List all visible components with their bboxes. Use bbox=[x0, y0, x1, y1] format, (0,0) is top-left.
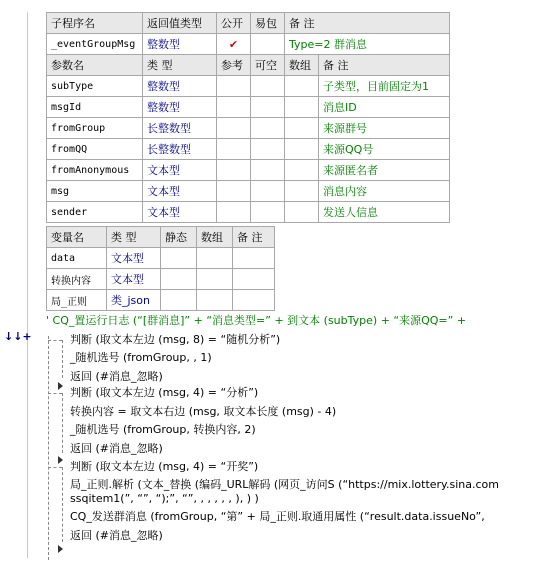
header-cell: 返回值类型 bbox=[143, 13, 217, 34]
block-guide bbox=[48, 340, 62, 341]
easy-package-cell[interactable] bbox=[251, 34, 285, 55]
subroutine-note[interactable]: Type=2 群消息 bbox=[285, 34, 450, 55]
parameter-name[interactable]: msgId bbox=[47, 97, 143, 118]
header-cell: 参考 bbox=[217, 55, 251, 76]
array-cell[interactable] bbox=[285, 181, 319, 202]
nullable-cell[interactable] bbox=[251, 202, 285, 223]
code-line[interactable]: _随机选号 (fromGroup, 转换内容, 2) bbox=[70, 423, 256, 436]
code-line[interactable]: _随机选号 (fromGroup, , 1) bbox=[70, 351, 212, 364]
parameter-row[interactable] bbox=[47, 76, 450, 97]
gutter-line bbox=[27, 12, 28, 558]
collapse-arrow-icon[interactable] bbox=[58, 545, 63, 553]
variable-name[interactable]: data bbox=[47, 248, 107, 269]
header-cell: 类 型 bbox=[107, 227, 161, 248]
nullable-cell[interactable] bbox=[251, 139, 285, 160]
parameter-note[interactable]: 消息内容 bbox=[319, 181, 450, 202]
parameter-name[interactable]: msg bbox=[47, 181, 143, 202]
variable-name[interactable]: 局_正则 bbox=[47, 290, 107, 311]
parameter-row[interactable] bbox=[47, 118, 450, 139]
header-cell: 备 注 bbox=[233, 227, 275, 248]
array-cell[interactable] bbox=[197, 269, 233, 290]
code-line-comment[interactable]: ' CQ_置运行日志 (“[群消息]” + “消息类型=” + 到文本 (subType) + “来源QQ=” + bbox=[46, 314, 467, 327]
parameter-note[interactable]: 发送人信息 bbox=[319, 202, 450, 223]
gutter bbox=[0, 0, 28, 569]
header-cell: 数组 bbox=[285, 55, 319, 76]
header-cell: 静态 bbox=[161, 227, 197, 248]
note-cell[interactable] bbox=[233, 290, 275, 311]
static-cell[interactable] bbox=[161, 248, 197, 269]
array-cell[interactable] bbox=[197, 248, 233, 269]
reference-cell[interactable] bbox=[217, 202, 251, 223]
parameter-row[interactable] bbox=[47, 160, 450, 181]
nullable-cell[interactable] bbox=[251, 97, 285, 118]
block-guide bbox=[48, 393, 62, 394]
nullable-cell[interactable] bbox=[251, 160, 285, 181]
reference-cell[interactable] bbox=[217, 97, 251, 118]
block-guide bbox=[48, 336, 49, 560]
parameter-row[interactable] bbox=[47, 181, 450, 202]
parameter-note[interactable]: 来源QQ号 bbox=[319, 139, 450, 160]
note-cell[interactable] bbox=[233, 248, 275, 269]
parameter-note[interactable]: 来源群号 bbox=[319, 118, 450, 139]
parameter-name[interactable]: fromAnonymous bbox=[47, 160, 143, 181]
public-check-icon[interactable]: ✔ bbox=[217, 34, 251, 55]
parameter-name[interactable]: sender bbox=[47, 202, 143, 223]
code-line[interactable]: 判断 (取文本左边 (msg, 8) = “随机分析”) bbox=[70, 333, 281, 346]
header-cell: 变量名 bbox=[47, 227, 107, 248]
code-line[interactable]: CQ_发送群消息 (fromGroup, “第” + 局_正则.取通用属性 (“result.data.issueNo”, bbox=[70, 510, 485, 523]
header-cell: 备 注 bbox=[319, 55, 450, 76]
array-cell[interactable] bbox=[285, 76, 319, 97]
subroutine-row[interactable] bbox=[47, 34, 450, 55]
collapse-arrow-icon[interactable] bbox=[58, 382, 63, 390]
collapse-arrow-icon[interactable] bbox=[58, 456, 63, 464]
code-line[interactable]: 转换内容 = 取文本右边 (msg, 取文本长度 (msg) - 4) bbox=[70, 405, 337, 418]
subroutine-table bbox=[46, 12, 450, 55]
header-cell: 子程序名 bbox=[47, 13, 143, 34]
parameters-header-row bbox=[47, 55, 450, 76]
parameter-type[interactable]: 文本型 bbox=[143, 181, 217, 202]
parameter-type[interactable]: 文本型 bbox=[143, 160, 217, 181]
parameter-note[interactable]: 来源匿名者 bbox=[319, 160, 450, 181]
note-cell[interactable] bbox=[233, 269, 275, 290]
parameter-row[interactable] bbox=[47, 139, 450, 160]
header-cell: 类 型 bbox=[143, 55, 217, 76]
reference-cell[interactable] bbox=[217, 181, 251, 202]
variable-row[interactable] bbox=[47, 290, 275, 311]
block-guide bbox=[62, 393, 63, 453]
code-line[interactable]: 判断 (取文本左边 (msg, 4) = “分析”) bbox=[70, 386, 259, 399]
array-cell[interactable] bbox=[285, 139, 319, 160]
parameter-name[interactable]: fromGroup bbox=[47, 118, 143, 139]
parameter-name[interactable]: fromQQ bbox=[47, 139, 143, 160]
header-cell: 可空 bbox=[251, 55, 285, 76]
subroutine-header-row bbox=[47, 13, 450, 34]
static-cell[interactable] bbox=[161, 290, 197, 311]
header-cell: 数组 bbox=[197, 227, 233, 248]
variable-type[interactable]: 文本型 bbox=[107, 248, 161, 269]
array-cell[interactable] bbox=[285, 202, 319, 223]
subroutine-name[interactable]: _eventGroupMsg bbox=[47, 34, 143, 55]
parameters-table bbox=[46, 54, 450, 223]
parameter-row[interactable] bbox=[47, 97, 450, 118]
parameter-type[interactable]: 长整数型 bbox=[143, 139, 217, 160]
code-line[interactable]: 判断 (取文本左边 (msg, 4) = “开奖”) bbox=[70, 460, 259, 473]
array-cell[interactable] bbox=[285, 118, 319, 139]
block-guide bbox=[48, 467, 62, 468]
parameter-type[interactable]: 整数型 bbox=[143, 76, 217, 97]
reference-cell[interactable] bbox=[217, 76, 251, 97]
code-line-continuation[interactable]: ssqitem1(”, “”, “);”, “”, , , , , , ), ) ) bbox=[70, 492, 259, 505]
reference-cell[interactable] bbox=[217, 160, 251, 181]
header-cell: 参数名 bbox=[47, 55, 143, 76]
block-guide bbox=[62, 467, 63, 542]
breakpoint-marker-icon[interactable]: ↓↓+ bbox=[4, 330, 32, 343]
parameter-note[interactable]: 子类型，目前固定为1 bbox=[319, 76, 450, 97]
parameter-row[interactable] bbox=[47, 202, 450, 223]
nullable-cell[interactable] bbox=[251, 76, 285, 97]
variable-type[interactable]: 文本型 bbox=[107, 269, 161, 290]
code-line[interactable]: 局_正则.解析 (文本_替换 (编码_URL解码 (网页_访问S (“https://mix.lottery.sina.com bbox=[70, 478, 499, 491]
parameter-type[interactable]: 整数型 bbox=[143, 97, 217, 118]
variable-row[interactable] bbox=[47, 248, 275, 269]
code-line[interactable]: 返回 (#消息_忽略) bbox=[70, 529, 163, 542]
static-cell[interactable] bbox=[161, 269, 197, 290]
code-line[interactable]: 返回 (#消息_忽略) bbox=[70, 370, 163, 383]
return-type[interactable]: 整数型 bbox=[143, 34, 217, 55]
variables-header-row bbox=[47, 227, 275, 248]
block-guide bbox=[62, 340, 63, 378]
variables-table bbox=[46, 226, 275, 311]
array-cell[interactable] bbox=[197, 290, 233, 311]
variable-name[interactable]: 转换内容 bbox=[47, 269, 107, 290]
array-cell[interactable] bbox=[285, 160, 319, 181]
header-cell: 公开 bbox=[217, 13, 251, 34]
code-line[interactable]: 返回 (#消息_忽略) bbox=[70, 442, 163, 455]
parameter-name[interactable]: subType bbox=[47, 76, 143, 97]
header-cell: 易包 bbox=[251, 13, 285, 34]
nullable-cell[interactable] bbox=[251, 118, 285, 139]
reference-cell[interactable] bbox=[217, 139, 251, 160]
header-cell: 备 注 bbox=[285, 13, 450, 34]
variable-row[interactable] bbox=[47, 269, 275, 290]
reference-cell[interactable] bbox=[217, 118, 251, 139]
parameter-type[interactable]: 文本型 bbox=[143, 202, 217, 223]
parameter-note[interactable]: 消息ID bbox=[319, 97, 450, 118]
nullable-cell[interactable] bbox=[251, 181, 285, 202]
array-cell[interactable] bbox=[285, 97, 319, 118]
variable-type[interactable]: 类_json bbox=[107, 290, 161, 311]
parameter-type[interactable]: 长整数型 bbox=[143, 118, 217, 139]
